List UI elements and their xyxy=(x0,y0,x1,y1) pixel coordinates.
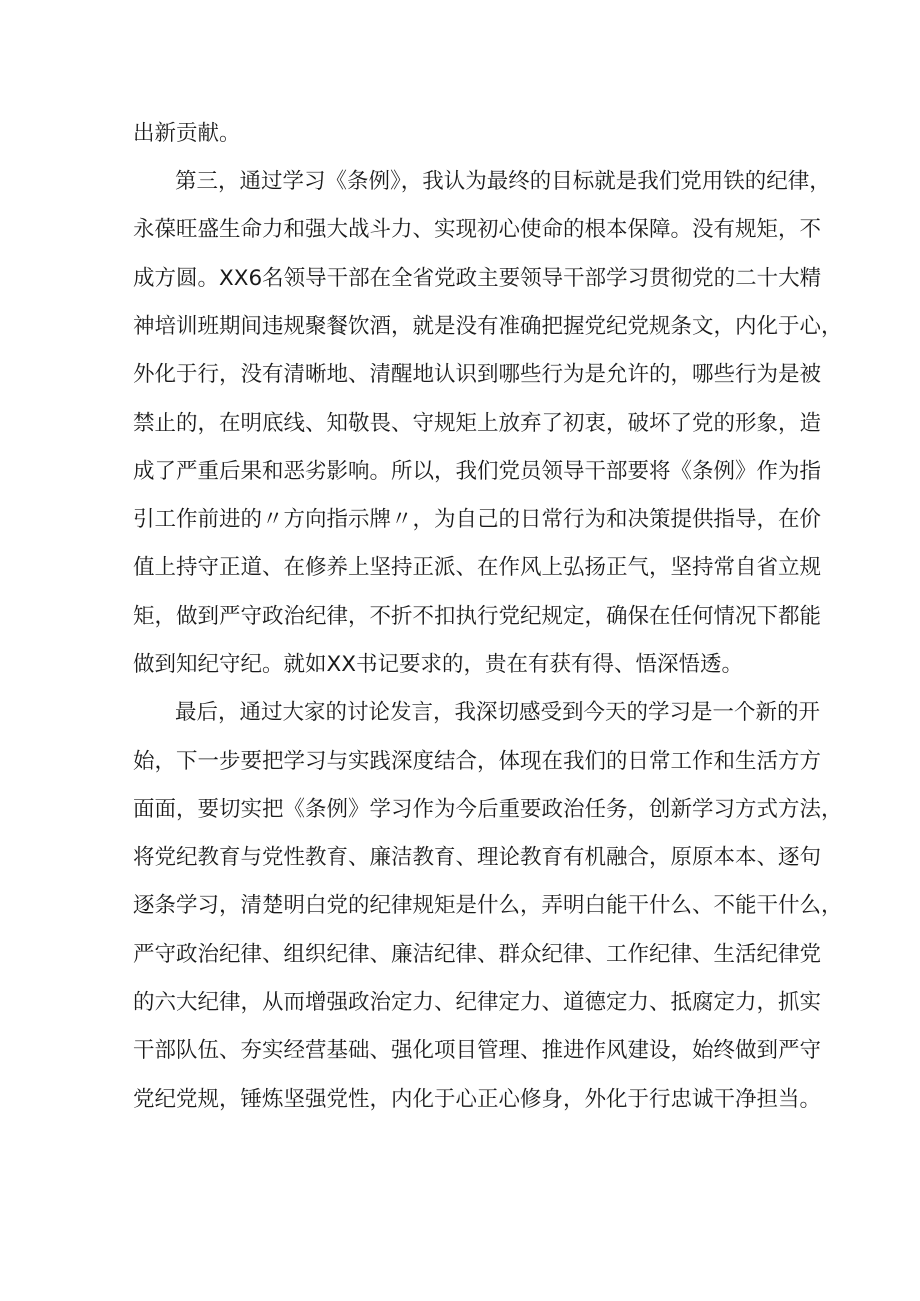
text-line: 矩，做到严守政治纪律，不折不扣执行党纪规定，确保在任何情况下都能 xyxy=(133,604,822,629)
text-line: 干部队伍、夯实经营基础、强化项目管理、推进作风建设，始终做到严守 xyxy=(133,1038,822,1063)
text-line: 外化于行，没有清晰地、清醒地认识到哪些行为是允许的，哪些行为是被 xyxy=(133,362,822,387)
text-line: 第三，通过学习《条例》，我认为最终的目标就是我们党用铁的纪律， xyxy=(175,169,831,194)
text-line: 严守政治纪律、组织纪律、廉洁纪律、群众纪律、工作纪律、生活纪律党 xyxy=(133,942,822,967)
text-line: 值上持守正道、在修养上坚持正派、在作风上弘扬正气，坚持常自省立规 xyxy=(133,555,822,580)
text-line: 禁止的，在明底线、知敬畏、守规矩上放弃了初衷，破坏了党的形象，造 xyxy=(133,411,822,436)
text-line: 逐条学习，清楚明白党的纪律规矩是什么，弄明白能干什么、不能干什么， xyxy=(133,893,843,918)
text-line: 将党纪教育与党性教育、廉洁教育、理论教育有机融合，原原本本、逐句 xyxy=(133,845,822,870)
text-line: 始，下一步要把学习与实践深度结合，体现在我们的日常工作和生活方方 xyxy=(133,749,822,774)
text-line: 永葆旺盛生命力和强大战斗力、实现初心使命的根本保障。没有规矩，不 xyxy=(133,217,822,242)
text-line: 的六大纪律，从而增强政治定力、纪律定力、道德定力、抵腐定力，抓实 xyxy=(133,990,822,1015)
text-line: 最后，通过大家的讨论发言，我深切感受到今天的学习是一个新的开 xyxy=(175,700,821,725)
text-line: 引工作前进的〃方向指示牌〃，为自己的日常行为和决策提供指导，在价 xyxy=(133,507,822,532)
text-line: 成方圆。XX6名领导干部在全省党政主要领导干部学习贯彻党的二十大精 xyxy=(133,266,822,291)
text-line: 党纪党规，锤炼坚强党性，内化于心正心修身，外化于行忠诚干净担当。 xyxy=(133,1087,822,1112)
text-line: 神培训班期间违规聚餐饮酒，就是没有准确把握党纪党规条文，内化于心， xyxy=(133,314,843,339)
text-line: 成了严重后果和恶劣影响。所以，我们党员领导干部要将《条例》作为指 xyxy=(133,459,822,484)
text-line: 出新贡献。 xyxy=(133,121,241,146)
text-line: 面面，要切实把《条例》学习作为今后重要政治任务，创新学习方式方法， xyxy=(133,797,843,822)
text-line: 做到知纪守纪。就如XX书记要求的，贵在有获有得、悟深悟透。 xyxy=(133,652,743,677)
